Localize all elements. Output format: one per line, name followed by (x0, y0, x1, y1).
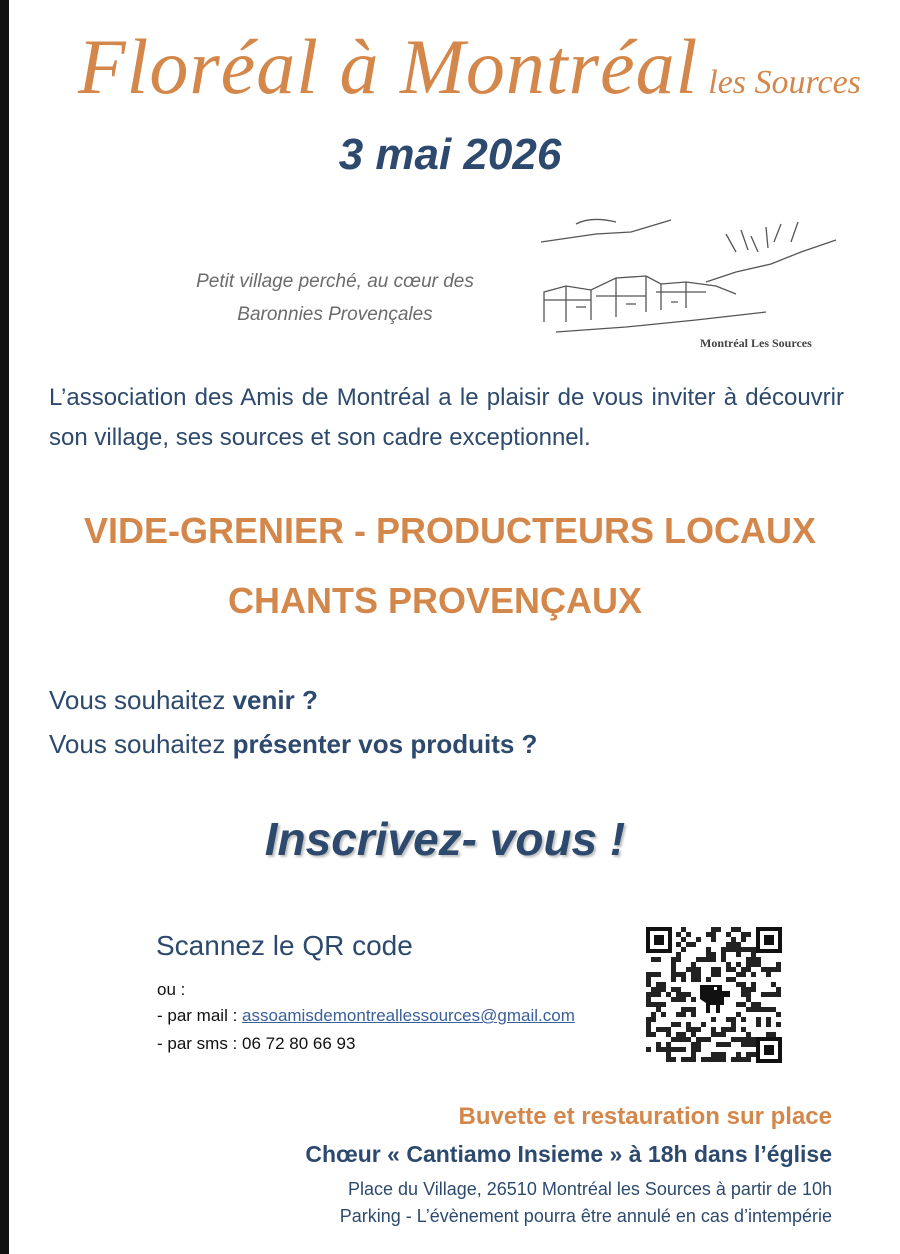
activities-line-1: VIDE-GRENIER - PRODUCTEURS LOCAUX (83, 510, 817, 551)
scan-qr-label: Scannez le QR code (156, 930, 413, 961)
event-title (78, 22, 861, 112)
email-link[interactable]: assoamisdemontreallessources@gmail.com (242, 1006, 575, 1025)
footer-parking: Parking - L’évènement pourra être annulé en cas d’intempérie (339, 1206, 832, 1226)
sms-prefix: - par sms : (157, 1034, 243, 1053)
tagline-line-1: Petit village perché, au cœur des (196, 271, 474, 292)
footer-address: Place du Village, 26510 Montréal les Sources à partir de 10h (348, 1179, 832, 1199)
contact-mail (157, 1006, 575, 1026)
contact-sms (157, 1034, 355, 1054)
mail-prefix: - par mail : (157, 1006, 243, 1025)
question-present-prefix: Vous souhaitez (49, 729, 233, 759)
question-come (49, 685, 318, 716)
question-come-bold: venir ? (232, 685, 318, 715)
or-label: ou : (157, 980, 186, 999)
footer-refreshments: Buvette et restauration sur place (458, 1103, 832, 1130)
register-call-to-action: Inscrivez- vous ! (264, 813, 626, 865)
event-title-sub: les Sources (708, 64, 861, 101)
footer-choir: Chœur « Cantiamo Insieme » à 18h dans l’église (305, 1141, 832, 1167)
qr-code-icon[interactable] (644, 925, 784, 1065)
event-title-main: Floréal à Montréal (78, 23, 699, 110)
event-date: 3 mai 2026 (338, 130, 562, 179)
tagline (150, 265, 520, 331)
question-present (49, 729, 537, 760)
tagline-line-2: Baronnies Provençales (237, 304, 433, 325)
sms-number: 06 72 80 66 93 (242, 1034, 356, 1053)
question-present-bold: présenter vos produits ? (232, 729, 538, 759)
left-edge-bar (0, 0, 9, 1254)
sketch-caption: Montréal Les Sources (700, 336, 812, 350)
activities-line-2: CHANTS PROVENÇAUX (227, 580, 643, 621)
question-come-prefix: Vous souhaitez (49, 685, 233, 715)
intro-paragraph: L’association des Amis de Montréal a le plaisir de vous inviter à découvrir son village, ses sources et son cadre exceptionnel. (49, 384, 844, 451)
